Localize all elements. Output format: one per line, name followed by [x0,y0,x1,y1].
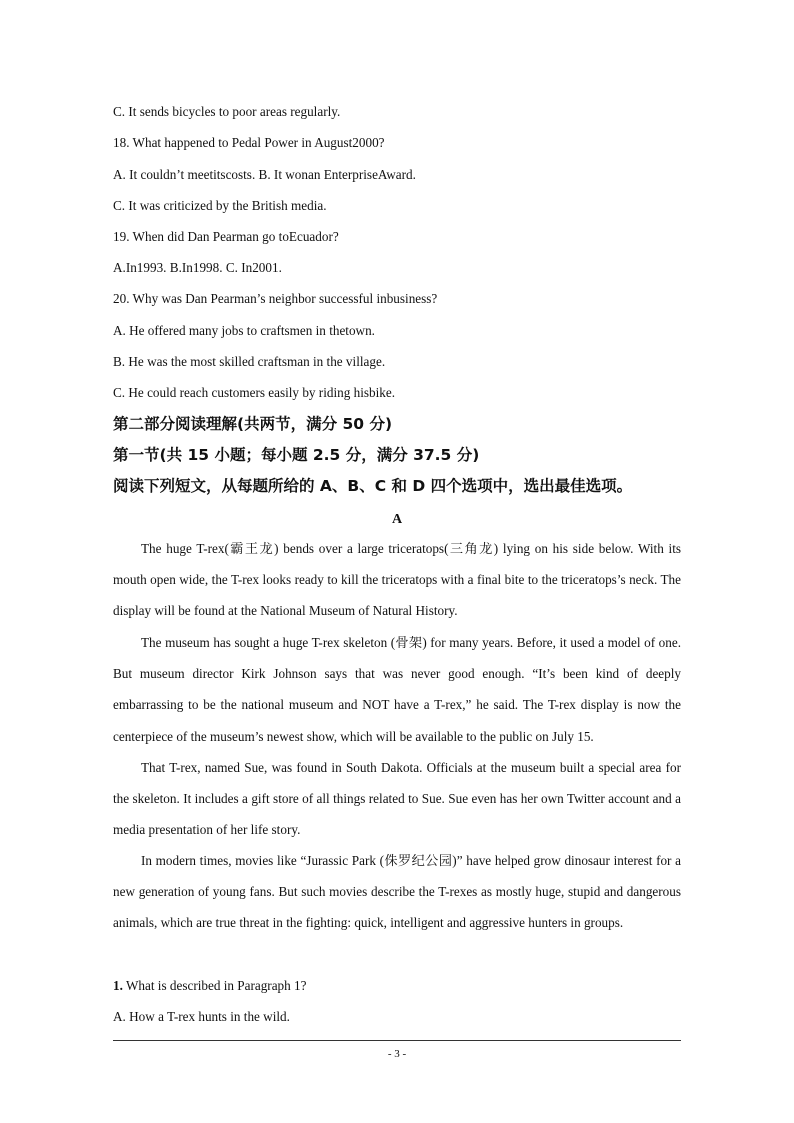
listening-option-20a: A. He offered many jobs to craftsmen in thetown. [113,323,375,338]
passage-paragraph-4: In modern times, movies like “Jurassic Park (侏罗纪公园)” have helped grow dinosaur interest for a new generation of young fans. But such movies describe the T-rexes as mostly huge, stupid and dangerous animals, which are true threat in the fighting: quick, intelligent and aggressive hunters in groups. [113,853,681,931]
listening-option-18c: C. It was criticized by the British media. [113,198,327,213]
question-number: 1. [113,978,123,993]
question-1-option-a [113,1009,290,1025]
listening-question-19: 19. When did Dan Pearman go toEcuador? [113,229,339,244]
listening-question-20: 20. Why was Dan Pearman’s neighbor successful inbusiness? [113,291,438,306]
passage-paragraph-3: That T-rex, named Sue, was found in South Dakota. Officials at the museum built a special area for the skeleton. It includes a gift store of all things related to Sue. Sue even has her own Twitter account and a media presentation of her life story. [113,760,681,838]
listening-options-19: A.In1993. B.In1998. C. In2001. [113,260,282,275]
section-instruction: 阅读下列短文，从每题所给的 A、B、C 和 D 四个选项中，选出最佳选项。 [113,477,633,495]
option-text: How a T-rex hunts in the wild. [125,1009,290,1024]
option-letter: A. [113,1009,126,1024]
listening-option-20c: C. He could reach customers easily by riding hisbike. [113,385,395,400]
question-1 [113,978,306,994]
listening-line: C. It sends bicycles to poor areas regularly. [113,104,341,119]
section-heading-subsection1: 第一节(共 15 小题；每小题 2.5 分，满分 37.5 分) [113,446,480,464]
section-heading-part2: 第二部分阅读理解(共两节，满分 50 分) [113,415,393,433]
passage-paragraph-1: The huge T-rex(霸王龙) bends over a large triceratops(三角龙) lying on his side below. With its mouth open wide, the T-rex looks ready to kill the triceratops with a final bite to the triceratops’s neck. The display will be found at the National Museum of Natural History. [113,541,681,619]
question-text: What is described in Paragraph 1? [122,978,307,993]
page-number: - 3 - [387,1048,407,1060]
listening-question-18: 18. What happened to Pedal Power in August2000? [113,135,385,150]
listening-option-20b: B. He was the most skilled craftsman in the village. [113,354,386,369]
footer-rule [113,1040,681,1041]
passage-title: A [391,512,403,527]
listening-options-18a-b: A. It couldn’t meetitscosts. B. It wonan EnterpriseAward. [113,167,416,182]
passage-paragraph-2: The museum has sought a huge T-rex skeleton (骨架) for many years. Before, it used a model of one. But museum director Kirk Johnson says that was never good enough. “It’s been kind of deeply embarrassing to be the national museum and NOT have a T-rex,” he said. The T-rex display is now the centerpiece of the museum’s newest show, which will be available to the public on July 15. [113,635,681,744]
